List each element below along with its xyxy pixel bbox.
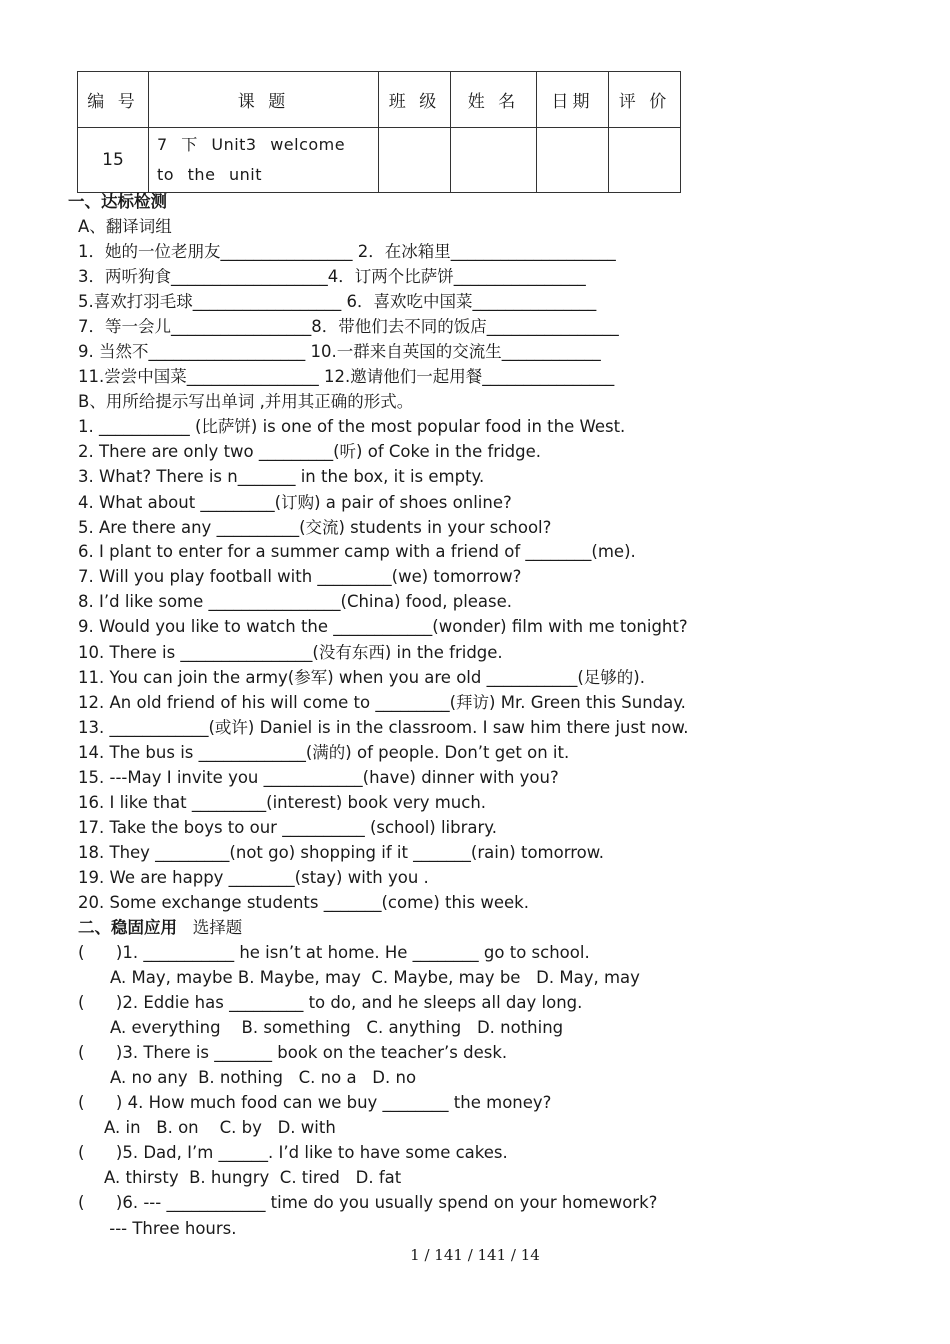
- mc-question: ( )5. Dad, I’m ______. I’d like to have some cakes.: [78, 1143, 508, 1162]
- partB-line: 10. There is ________________(没有东西) in the fridge.: [78, 643, 503, 662]
- partA-line: 3．两听狗食___________________4．订两个比萨饼________________: [78, 267, 586, 286]
- partB-line: 4. What about _________(订购) a pair of shoes online?: [78, 493, 512, 512]
- partA-title: A、翻译词组: [78, 217, 172, 236]
- partB-line: 5. Are there any __________(交流) students in your school?: [78, 518, 552, 537]
- partA-line: 1．她的一位老朋友________________ 2．在冰箱里____________________: [78, 242, 616, 261]
- mc-question: ( )2. Eddie has _________ to do, and he sleeps all day long.: [78, 993, 583, 1012]
- header-table: [77, 71, 681, 193]
- col-date: 日期: [537, 72, 609, 128]
- mc-question: ( ) 4. How much food can we buy ________ the money?: [78, 1093, 552, 1112]
- partB-line: 18. They _________(not go) shopping if it _______(rain) tomorrow.: [78, 843, 604, 862]
- partA-line: 11.尝尝中国菜________________ 12.邀请他们一起用餐________________: [78, 367, 615, 386]
- section2-subtitle: 选择题: [192, 918, 243, 937]
- cell-name[interactable]: [451, 128, 537, 193]
- partB-line: 9. Would you like to watch the ____________(wonder) film with me tonight?: [78, 617, 688, 636]
- partA-line: 7．等一会儿_________________8．带他们去不同的饭店________________: [78, 317, 619, 336]
- cell-number: 15: [78, 128, 149, 193]
- partB-line: 17. Take the boys to our __________ (school) library.: [78, 818, 497, 837]
- section2-heading: [78, 918, 242, 938]
- partB-line: 13. ____________(或许) Daniel is in the classroom. I saw him there just now.: [78, 718, 689, 737]
- col-topic: 课 题: [149, 72, 379, 128]
- mc-options: A. no any B. nothing C. no a D. no: [110, 1068, 417, 1087]
- partB-line: 8. I’d like some ________________(China) food, please.: [78, 592, 513, 611]
- partB-line: 6. I plant to enter for a summer camp with a friend of ________(me).: [78, 542, 636, 561]
- page-footer: 1 / 141 / 141 / 14: [410, 1246, 540, 1264]
- col-name: 姓 名: [451, 72, 537, 128]
- partB-line: 14. The bus is _____________(满的) of people. Don’t get on it.: [78, 743, 570, 762]
- partB-line: 1. ___________ (比萨饼) is one of the most popular food in the West.: [78, 417, 626, 436]
- mc-options: A. in B. on C. by D. with: [104, 1118, 336, 1137]
- mc-options: A. everything B. something C. anything D. nothing: [110, 1018, 564, 1037]
- col-class: 班 级: [379, 72, 451, 128]
- cell-rating[interactable]: [609, 128, 681, 193]
- partB-line: 7. Will you play football with _________(we) tomorrow?: [78, 567, 522, 586]
- mc-question: ( )3. There is _______ book on the teacher’s desk.: [78, 1043, 508, 1062]
- partA-line: 9. 当然不___________________ 10.一群来自英国的交流生____________: [78, 342, 601, 361]
- cell-class[interactable]: [379, 128, 451, 193]
- partB-line: 19. We are happy ________(stay) with you .: [78, 868, 429, 887]
- partB-title: B、用所给提示写出单词 ,并用其正确的形式。: [78, 392, 414, 411]
- partB-line: 12. An old friend of his will come to _________(拜访) Mr. Green this Sunday.: [78, 693, 686, 712]
- mc-options: A. thirsty B. hungry C. tired D. fat: [104, 1168, 402, 1187]
- section1-title: 一、达标检测: [68, 192, 167, 211]
- mc-options: --- Three hours.: [104, 1219, 237, 1238]
- col-rating: 评 价: [609, 72, 681, 128]
- partA-line: 5.喜欢打羽毛球__________________ 6．喜欢吃中国菜_______________: [78, 292, 597, 311]
- cell-topic: 7 下 Unit3 welcome to the unit: [149, 128, 379, 193]
- partB-line: 20. Some exchange students _______(come) this week.: [78, 893, 529, 912]
- partB-line: 11. You can join the army(参军) when you are old ___________(足够的).: [78, 668, 645, 687]
- cell-date[interactable]: [537, 128, 609, 193]
- partB-line: 16. I like that _________(interest) book very much.: [78, 793, 487, 812]
- mc-options: A. May, maybe B. Maybe, may C. Maybe, may be D. May, may: [110, 968, 640, 987]
- mc-question: ( )6. --- ____________ time do you usually spend on your homework?: [78, 1193, 658, 1212]
- section2-title: 二、稳固应用: [78, 918, 177, 937]
- mc-question: ( )1. ___________ he isn’t at home. He ________ go to school.: [78, 943, 590, 962]
- partB-line: 3. What? There is n_______ in the box, it is empty.: [78, 467, 485, 486]
- partB-line: 15. ---May I invite you ____________(have) dinner with you?: [78, 768, 559, 787]
- partB-line: 2. There are only two _________(听) of Coke in the fridge.: [78, 442, 541, 461]
- col-number: 编 号: [78, 72, 149, 128]
